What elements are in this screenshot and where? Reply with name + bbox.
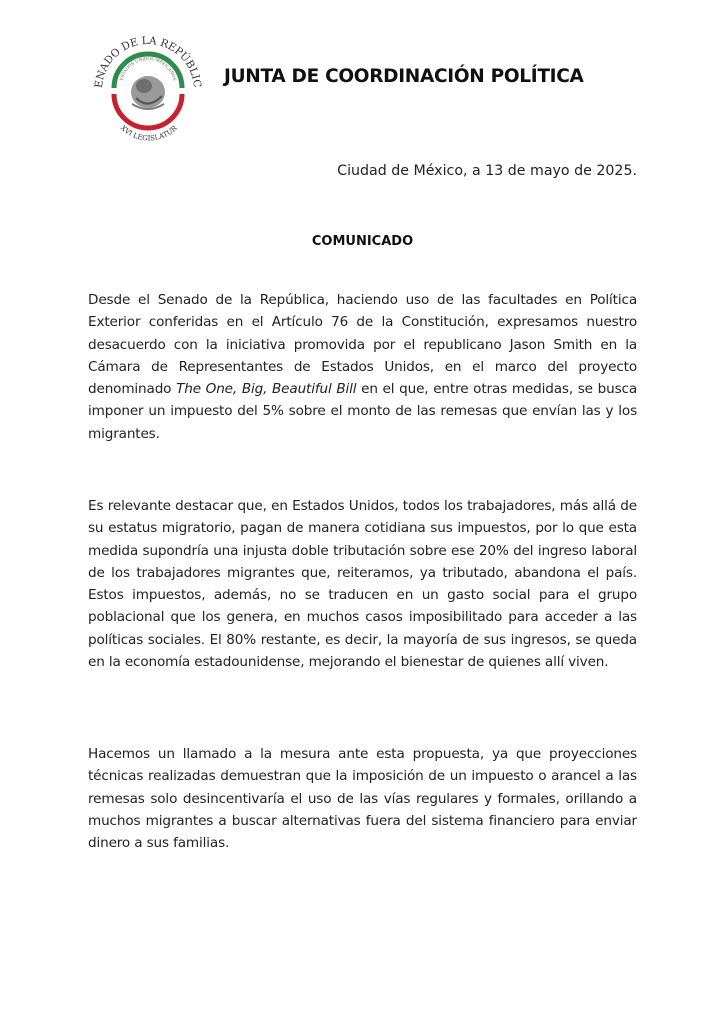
seal-bottom-text: XVI LEGISLATUR [118, 123, 179, 143]
place-date: Ciudad de México, a 13 de mayo de 2025. [337, 163, 637, 179]
paragraph-1-text-a: Desde el Senado de la República, haciendo uso de las facultades en Política Exterior conferidas en el Artículo 76 de la Constitución, expresamos nuestro desacuerdo con la iniciativa promovida por el republicano Jason Smith en la Cámara de Representantes de Estados Unidos, en el marco del proyecto denominado [88, 292, 637, 398]
eagle-emblem [131, 76, 165, 109]
paragraph-1-text-b: en el que, entre otras medidas, se busca imponer un impuesto del 5% sobre el monto de las remesas que envían las y los migrantes. [88, 381, 638, 442]
senate-seal-icon [86, 24, 210, 148]
paragraph-1 [88, 289, 637, 445]
document-type-heading: COMUNICADO [311, 234, 414, 249]
header-title: JUNTA DE COORDINACIÓN POLÍTICA [224, 66, 584, 87]
bill-name: The One, Big, Beautiful Bill [176, 381, 357, 398]
seal-inner-text: ESTADOS UNIDOS MEXICANOS [118, 55, 178, 82]
paragraph-2: Es relevante destacar que, en Estados Unidos, todos los trabajadores, más allá de su estatus migratorio, pagan de manera cotidiana sus impuestos, por lo que esta medida supondría una injusta doble tributación sobre ese 20% del ingreso laboral de los trabajadores migrantes que, reiteramos, ya tributado, abandona el país. Estos impuestos, además, no se traducen en un gasto social para el grupo poblacional que los genera, en muchos casos imposibilitado para acceder a las políticas sociales. El 80% restante, es decir, la mayoría de sus ingresos, se queda en la economía estadounidense, mejorando el bienestar de quienes allí viven. [88, 498, 637, 671]
seal-top-text: ENADO DE LA REPÚBLIC [92, 34, 204, 89]
senate-seal-logo [86, 24, 210, 148]
paragraph-3: Hacemos un llamado a la mesura ante esta propuesta, ya que proyecciones técnicas realizadas demuestran que la imposición de un impuesto o arancel a las remesas solo desincentivaría el uso de las vías regulares y formales, orillando a muchos migrantes a buscar alternativas fuera del sistema financiero para enviar dinero a sus familias. [88, 746, 637, 852]
